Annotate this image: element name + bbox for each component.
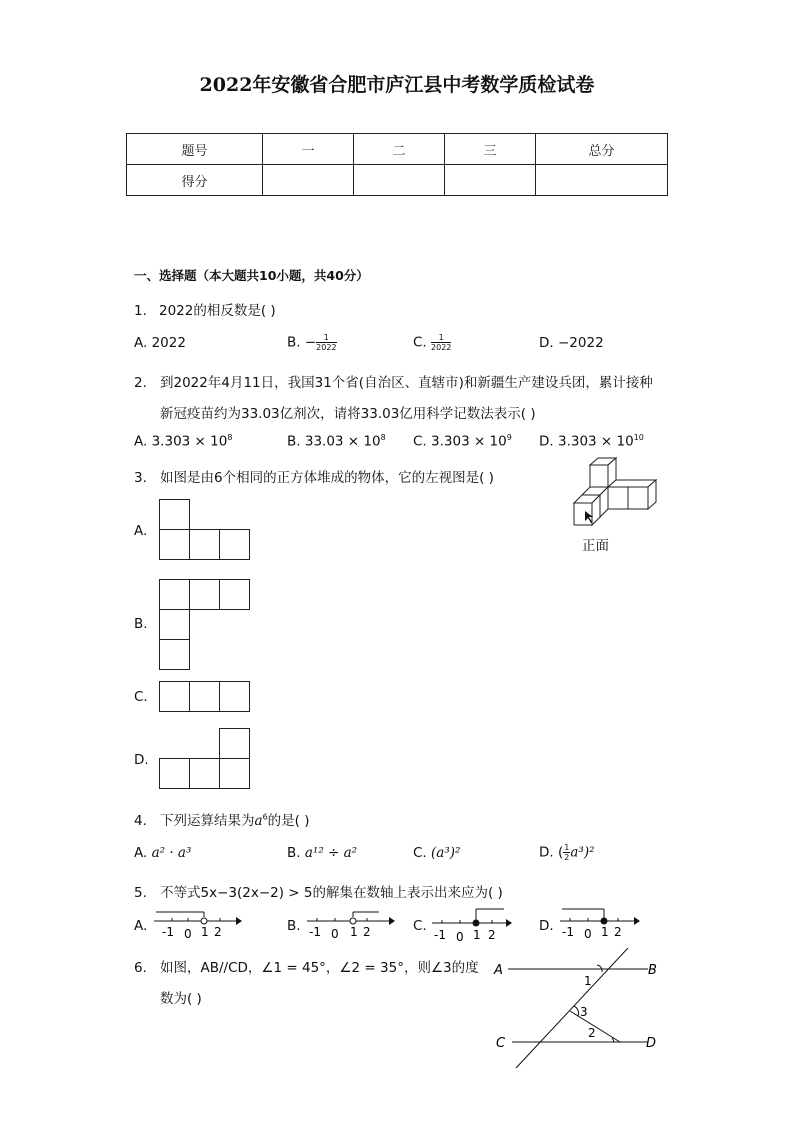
- q5-option-a-numberline[interactable]: [152, 906, 242, 940]
- q2-option-d[interactable]: [539, 433, 644, 450]
- question-text-line1: 如图，AB//CD，∠1 = 45°，∠2 = 35°，则∠3的度: [160, 960, 479, 976]
- parallel-lines-figure: [488, 948, 668, 1073]
- q5-option-c-numberline[interactable]: [430, 906, 512, 942]
- q3-option-a-figure[interactable]: [159, 499, 251, 561]
- q2-option-a[interactable]: [134, 433, 232, 450]
- q3-option-c-letter[interactable]: C.: [134, 689, 148, 705]
- question-2-line2: 新冠疫苗约为33.03亿剂次，请将33.03亿用科学记数法表示( ): [160, 406, 536, 422]
- exponent: 8: [380, 433, 386, 442]
- q3-option-b-letter[interactable]: B.: [134, 616, 148, 632]
- point-d-label: D: [646, 1036, 657, 1051]
- option-value: 3.303 × 10: [431, 433, 507, 450]
- option-letter: C.: [413, 433, 427, 450]
- fraction-numerator: 1: [564, 843, 570, 852]
- front-view-label: 正面: [582, 538, 609, 554]
- fraction-numerator: 1: [431, 333, 451, 343]
- option-letter: D.: [539, 433, 554, 450]
- score-cell[interactable]: [536, 165, 668, 196]
- tick-label: 2: [488, 928, 496, 942]
- fraction-denominator: 2022: [316, 343, 337, 352]
- question-text: 下列运算结果为: [160, 813, 255, 829]
- question-number: 1.: [134, 303, 147, 319]
- exponent: 9: [506, 433, 512, 442]
- tick-label: 1: [350, 925, 358, 939]
- q4-option-b[interactable]: [287, 845, 357, 861]
- point-c-label: C: [496, 1036, 506, 1051]
- score-table: [126, 133, 668, 196]
- q4-option-a[interactable]: [134, 845, 191, 861]
- exponent: 6: [262, 812, 268, 822]
- tick-label: 0: [456, 930, 464, 942]
- question-number: 3.: [134, 470, 147, 486]
- tick-label: -1: [562, 925, 574, 939]
- option-letter: A.: [134, 433, 148, 450]
- question-number: 4.: [134, 813, 147, 829]
- option-value: 3.303 × 10: [557, 433, 634, 450]
- tick-label: 0: [331, 927, 339, 940]
- question-text: 的是( ): [267, 813, 310, 829]
- score-table-score-row: [127, 165, 668, 196]
- question-number: 2.: [134, 375, 147, 391]
- tick-label: -1: [309, 925, 321, 939]
- tick-label: 2: [214, 925, 222, 939]
- tick-label: 1: [201, 925, 209, 939]
- option-letter: A.: [134, 845, 148, 861]
- tick-label: 1: [473, 928, 481, 942]
- page-title: 2022年安徽省合肥市庐江县中考数学质检试卷: [199, 74, 595, 96]
- option-letter: B.: [287, 845, 301, 861]
- option-sign: −: [304, 334, 317, 351]
- fraction-denominator: 2022: [431, 343, 452, 352]
- math-variable: a: [254, 813, 263, 829]
- fraction-numerator: 1: [316, 333, 336, 343]
- option-letter: D.: [539, 335, 554, 351]
- tick-label: 2: [363, 925, 371, 939]
- point-a-label: A: [494, 963, 503, 978]
- section-heading: 一、选择题（本大题共10小题，共40分）: [134, 268, 369, 283]
- option-letter: C.: [413, 334, 427, 351]
- tick-label: 0: [584, 927, 592, 940]
- question-6: [134, 956, 479, 976]
- q3-option-a-letter[interactable]: A.: [134, 523, 148, 539]
- q3-option-d-letter[interactable]: D.: [134, 752, 149, 768]
- question-5: [134, 881, 503, 901]
- question-text: 如图是由6个相同的正方体堆成的物体，它的左视图是( ): [160, 470, 494, 486]
- question-1: [134, 299, 276, 319]
- q1-option-a[interactable]: [134, 335, 186, 351]
- option-paren: (: [557, 844, 564, 861]
- q4-option-c[interactable]: [413, 845, 460, 861]
- question-text: 2022的相反数是( ): [159, 303, 276, 319]
- q5-option-c-letter[interactable]: C.: [413, 918, 427, 934]
- tick-label: 1: [601, 925, 609, 939]
- question-text: 不等式5x−3(2x−2) > 5的解集在数轴上表示出来应为( ): [160, 885, 503, 901]
- q2-option-c[interactable]: [413, 433, 512, 450]
- q3-option-c-figure[interactable]: [159, 681, 251, 713]
- option-value: 33.03 × 10: [304, 433, 381, 450]
- score-header-cell: 题号: [127, 134, 263, 165]
- q5-option-a-letter[interactable]: A.: [134, 918, 148, 934]
- q2-option-b[interactable]: [287, 433, 386, 450]
- question-3: [134, 466, 494, 486]
- q3-option-b-figure[interactable]: [159, 579, 251, 671]
- score-header-cell: 三: [445, 134, 536, 165]
- fraction-denominator: 2: [564, 853, 570, 862]
- question-text-line1: 到2022年4月11日，我国31个省(自治区、直辖市)和新疆生产建设兵团，累计接种: [160, 375, 653, 391]
- fraction: [431, 333, 451, 352]
- q1-option-d[interactable]: [539, 335, 604, 351]
- option-value: a² · a³: [151, 845, 192, 861]
- tick-label: -1: [434, 928, 446, 942]
- option-letter: A.: [134, 335, 148, 351]
- option-value: (a³)²: [431, 845, 461, 861]
- point-b-label: B: [648, 963, 657, 978]
- option-value: a³)²: [570, 844, 595, 861]
- q4-option-d[interactable]: [539, 843, 595, 862]
- q5-option-d-letter[interactable]: D.: [539, 918, 554, 934]
- exponent: 8: [227, 433, 233, 442]
- score-cell[interactable]: [354, 165, 445, 196]
- angle-3-label: 3: [580, 1005, 588, 1019]
- score-header-cell: 总分: [536, 134, 668, 165]
- option-value: −2022: [557, 335, 604, 351]
- option-value: 2022: [151, 335, 186, 351]
- tick-label: -1: [162, 925, 174, 939]
- option-letter: C.: [413, 845, 427, 861]
- option-value: 3.303 × 10: [151, 433, 228, 450]
- score-table-header-row: [127, 134, 668, 165]
- q3-option-d-figure[interactable]: [159, 728, 251, 790]
- angle-1-label: 1: [584, 974, 592, 988]
- option-letter: B.: [287, 334, 301, 351]
- score-cell[interactable]: [445, 165, 536, 196]
- option-value: a¹² ÷ a²: [304, 845, 358, 861]
- option-letter: D.: [539, 844, 554, 861]
- q1-option-c[interactable]: [413, 333, 451, 352]
- tick-label: 2: [614, 925, 622, 939]
- fraction: [316, 333, 336, 352]
- transversal-line: [516, 948, 628, 1068]
- q1-option-b[interactable]: [287, 333, 337, 352]
- question-6-line2: 数为( ): [160, 991, 202, 1007]
- question-number: 6.: [134, 960, 147, 976]
- q5-option-b-numberline[interactable]: [305, 906, 395, 940]
- question-number: 5.: [134, 885, 147, 901]
- question-2: [134, 371, 653, 391]
- exponent: 10: [633, 433, 644, 442]
- q5-option-d-numberline[interactable]: [558, 906, 640, 940]
- angle-2-label: 2: [588, 1026, 596, 1040]
- score-cell[interactable]: [263, 165, 354, 196]
- q5-option-b-letter[interactable]: B.: [287, 918, 301, 934]
- option-letter: B.: [287, 433, 301, 450]
- score-header-cell: 一: [263, 134, 354, 165]
- tick-label: 0: [184, 927, 192, 940]
- score-header-cell: 二: [354, 134, 445, 165]
- question-4: [134, 809, 309, 829]
- score-row-label: 得分: [127, 165, 263, 196]
